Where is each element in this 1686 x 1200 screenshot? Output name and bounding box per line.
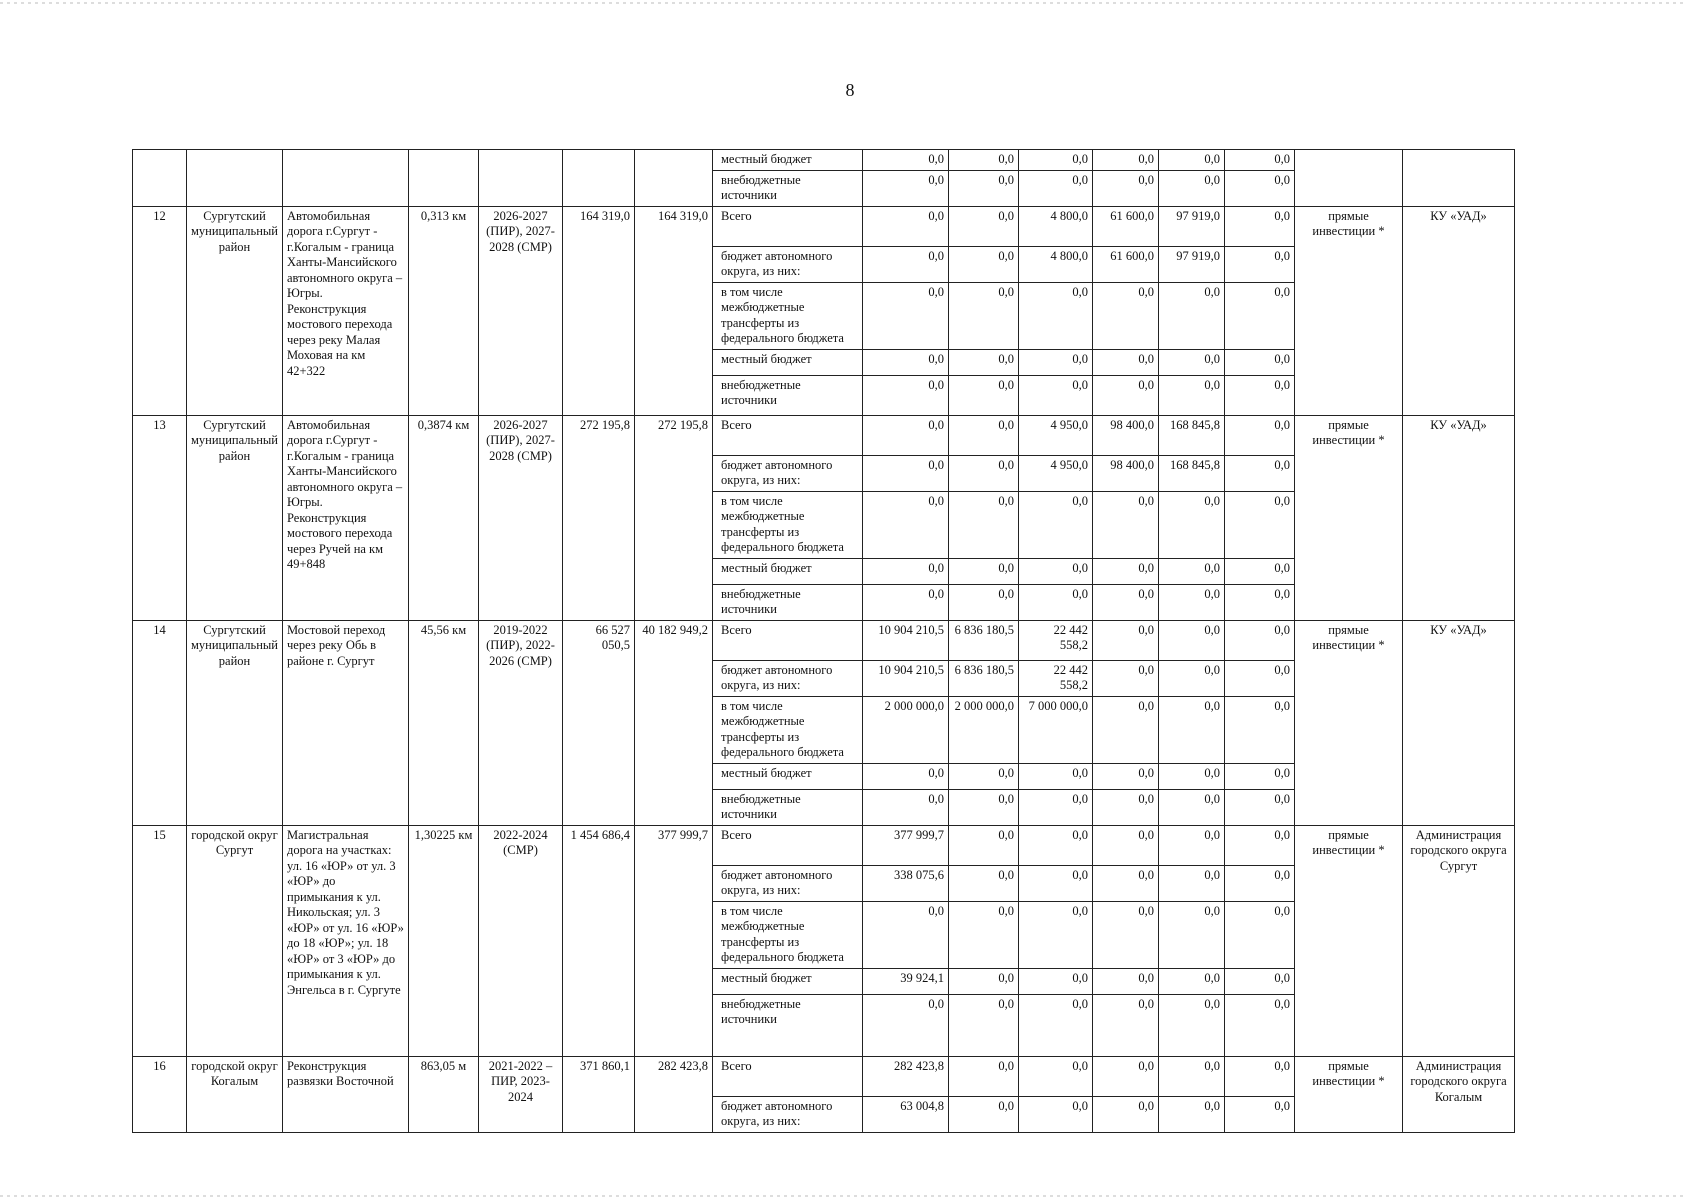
amount-cell: 0,0 (949, 1096, 1019, 1132)
amount-cell: 0,0 (949, 865, 1019, 901)
customer: Администрация городского округа Когалым (1403, 1056, 1515, 1132)
amount-cell: 0,0 (863, 349, 949, 375)
funding-source: внебюджетные источники (713, 584, 863, 620)
amount-cell: 0,0 (1225, 349, 1295, 375)
amount-cell: 0,0 (1225, 994, 1295, 1056)
amount-cell: 61 600,0 (1093, 246, 1159, 282)
carryover-empty-cell (1403, 150, 1515, 207)
amount-cell: 0,0 (1159, 660, 1225, 696)
amount-cell: 0,0 (1019, 994, 1093, 1056)
amount-cell: 0,0 (1225, 1096, 1295, 1132)
period: 2019-2022 (ПИР), 2022-2026 (СМР) (479, 620, 563, 825)
estimated-cost: 371 860,1 (563, 1056, 635, 1132)
amount-cell: 0,0 (1093, 1096, 1159, 1132)
amount-cell: 0,0 (1159, 150, 1225, 171)
amount-cell: 0,0 (1225, 620, 1295, 660)
remaining-cost: 377 999,7 (635, 825, 713, 1056)
funding-source: в том числе межбюджетные трансферты из федерального бюджета (713, 901, 863, 968)
funding-source: внебюджетные источники (713, 375, 863, 415)
amount-cell: 0,0 (949, 584, 1019, 620)
table-row (133, 825, 1515, 865)
scan-edge-bottom (0, 1195, 1686, 1197)
period: 2026-2027 (ПИР), 2027-2028 (СМР) (479, 206, 563, 415)
carryover-empty-cell (187, 150, 283, 207)
amount-cell: 6 836 180,5 (949, 660, 1019, 696)
funding-source: местный бюджет (713, 558, 863, 584)
object-name: Автомобильная дорога г.Сургут - г.Когалым - граница Ханты-Мансийского автономного округа – Югры. Реконструкция мостового перехода через реку Малая Моховая на км 42+322 (283, 206, 409, 415)
amount-cell: 0,0 (1159, 620, 1225, 660)
amount-cell: 0,0 (1093, 865, 1159, 901)
amount-cell: 0,0 (1225, 246, 1295, 282)
amount-cell: 0,0 (949, 170, 1019, 206)
amount-cell: 0,0 (863, 206, 949, 246)
amount-cell: 0,0 (1019, 968, 1093, 994)
amount-cell: 0,0 (1093, 968, 1159, 994)
amount-cell: 0,0 (1225, 789, 1295, 825)
amount-cell: 0,0 (863, 789, 949, 825)
amount-cell: 0,0 (1093, 150, 1159, 171)
amount-cell: 0,0 (1093, 584, 1159, 620)
amount-cell: 0,0 (863, 763, 949, 789)
amount-cell: 22 442 558,2 (1019, 620, 1093, 660)
amount-cell: 4 800,0 (1019, 246, 1093, 282)
funding-source: внебюджетные источники (713, 994, 863, 1056)
scan-edge-top (0, 2, 1686, 4)
remaining-cost: 164 319,0 (635, 206, 713, 415)
carryover-empty-cell (479, 150, 563, 207)
amount-cell: 0,0 (863, 901, 949, 968)
amount-cell: 10 904 210,5 (863, 660, 949, 696)
capacity: 0,313 км (409, 206, 479, 415)
object-name: Автомобильная дорога г.Сургут - г.Когалым - граница Ханты-Мансийского автономного округа – Югры. Реконструкция мостового перехода через Ручей на км 49+848 (283, 415, 409, 620)
amount-cell: 0,0 (1159, 584, 1225, 620)
amount-cell: 0,0 (1019, 349, 1093, 375)
amount-cell: 0,0 (949, 150, 1019, 171)
amount-cell: 0,0 (1093, 1056, 1159, 1096)
amount-cell: 0,0 (863, 246, 949, 282)
period: 2021-2022 – ПИР, 2023-2024 (479, 1056, 563, 1132)
amount-cell: 0,0 (1159, 170, 1225, 206)
territory: Сургутский муниципальный район (187, 620, 283, 825)
customer: КУ «УАД» (1403, 415, 1515, 620)
amount-cell: 0,0 (1225, 865, 1295, 901)
amount-cell: 0,0 (1019, 558, 1093, 584)
amount-cell: 0,0 (863, 584, 949, 620)
amount-cell: 0,0 (1093, 696, 1159, 763)
amount-cell: 0,0 (1159, 1096, 1225, 1132)
amount-cell: 0,0 (1225, 491, 1295, 558)
funding-source: Всего (713, 620, 863, 660)
amount-cell: 0,0 (1159, 349, 1225, 375)
amount-cell: 0,0 (1159, 558, 1225, 584)
amount-cell: 0,0 (1093, 375, 1159, 415)
amount-cell: 0,0 (1093, 282, 1159, 349)
amount-cell: 0,0 (1159, 865, 1225, 901)
amount-cell: 168 845,8 (1159, 415, 1225, 455)
amount-cell: 4 800,0 (1019, 206, 1093, 246)
amount-cell: 0,0 (1225, 375, 1295, 415)
amount-cell: 6 836 180,5 (949, 620, 1019, 660)
amount-cell: 98 400,0 (1093, 415, 1159, 455)
amount-cell: 0,0 (863, 415, 949, 455)
funding-source: бюджет автономного округа, из них: (713, 455, 863, 491)
mechanism: прямые инвестиции * (1295, 620, 1403, 825)
amount-cell: 0,0 (1225, 696, 1295, 763)
funding-source: в том числе межбюджетные трансферты из федерального бюджета (713, 282, 863, 349)
amount-cell: 0,0 (1093, 349, 1159, 375)
amount-cell: 0,0 (1019, 282, 1093, 349)
capacity: 0,3874 км (409, 415, 479, 620)
mechanism: прямые инвестиции * (1295, 206, 1403, 415)
object-name: Магистральная дорога на участках: ул. 16 «ЮР» от ул. 3 «ЮР» до примыкания к ул. Никольская; ул. 3 «ЮР» от ул. 16 «ЮР» до 18 «ЮР»; ул. 18 «ЮР» от 3 «ЮР» до примыкания к ул. Энгельса в г. Сургуте (283, 825, 409, 1056)
amount-cell: 0,0 (949, 901, 1019, 968)
amount-cell: 97 919,0 (1159, 206, 1225, 246)
amount-cell: 0,0 (949, 789, 1019, 825)
remaining-cost: 272 195,8 (635, 415, 713, 620)
funding-source: бюджет автономного округа, из них: (713, 660, 863, 696)
amount-cell: 0,0 (1093, 825, 1159, 865)
object-name: Мостовой переход через реку Обь в районе г. Сургут (283, 620, 409, 825)
funding-source: Всего (713, 206, 863, 246)
amount-cell: 0,0 (1019, 1096, 1093, 1132)
amount-cell: 0,0 (1159, 825, 1225, 865)
carryover-empty-cell (409, 150, 479, 207)
amount-cell: 0,0 (1225, 1056, 1295, 1096)
capacity: 863,05 м (409, 1056, 479, 1132)
mechanism: прямые инвестиции * (1295, 825, 1403, 1056)
amount-cell: 0,0 (1093, 789, 1159, 825)
amount-cell: 0,0 (949, 763, 1019, 789)
amount-cell: 0,0 (1225, 206, 1295, 246)
amount-cell: 7 000 000,0 (1019, 696, 1093, 763)
amount-cell: 0,0 (1093, 901, 1159, 968)
amount-cell: 0,0 (1159, 282, 1225, 349)
amount-cell: 0,0 (863, 375, 949, 415)
amount-cell: 0,0 (1225, 282, 1295, 349)
amount-cell: 0,0 (1225, 455, 1295, 491)
customer: КУ «УАД» (1403, 620, 1515, 825)
funding-source: Всего (713, 1056, 863, 1096)
amount-cell: 0,0 (1019, 1056, 1093, 1096)
amount-cell: 0,0 (949, 282, 1019, 349)
amount-cell: 0,0 (1225, 415, 1295, 455)
amount-cell: 10 904 210,5 (863, 620, 949, 660)
carryover-empty-cell (635, 150, 713, 207)
amount-cell: 0,0 (1019, 825, 1093, 865)
estimated-cost: 66 527 050,5 (563, 620, 635, 825)
amount-cell: 0,0 (1093, 170, 1159, 206)
amount-cell: 0,0 (1159, 1056, 1225, 1096)
amount-cell: 0,0 (1225, 968, 1295, 994)
amount-cell: 0,0 (949, 491, 1019, 558)
amount-cell: 282 423,8 (863, 1056, 949, 1096)
amount-cell: 0,0 (1093, 620, 1159, 660)
amount-cell: 22 442 558,2 (1019, 660, 1093, 696)
amount-cell: 0,0 (949, 375, 1019, 415)
table-row (133, 150, 1515, 171)
amount-cell: 0,0 (1019, 170, 1093, 206)
amount-cell: 0,0 (863, 282, 949, 349)
funding-source: бюджет автономного округа, из них: (713, 246, 863, 282)
amount-cell: 0,0 (1159, 968, 1225, 994)
estimated-cost: 272 195,8 (563, 415, 635, 620)
amount-cell: 338 075,6 (863, 865, 949, 901)
funding-source: местный бюджет (713, 763, 863, 789)
amount-cell: 0,0 (1159, 901, 1225, 968)
amount-cell: 0,0 (1093, 660, 1159, 696)
amount-cell: 0,0 (1019, 865, 1093, 901)
amount-cell: 0,0 (1019, 763, 1093, 789)
amount-cell: 0,0 (863, 455, 949, 491)
carryover-empty-cell (283, 150, 409, 207)
table-row (133, 415, 1515, 455)
investment-table (132, 149, 1515, 1133)
mechanism: прямые инвестиции * (1295, 1056, 1403, 1132)
amount-cell: 61 600,0 (1093, 206, 1159, 246)
amount-cell: 0,0 (949, 349, 1019, 375)
amount-cell: 0,0 (1159, 696, 1225, 763)
carryover-empty-cell (133, 150, 187, 207)
amount-cell: 0,0 (949, 558, 1019, 584)
amount-cell: 0,0 (949, 968, 1019, 994)
amount-cell: 0,0 (949, 415, 1019, 455)
amount-cell: 2 000 000,0 (863, 696, 949, 763)
amount-cell: 39 924,1 (863, 968, 949, 994)
amount-cell: 0,0 (949, 246, 1019, 282)
amount-cell: 0,0 (1159, 491, 1225, 558)
amount-cell: 0,0 (949, 825, 1019, 865)
amount-cell: 0,0 (949, 455, 1019, 491)
amount-cell: 377 999,7 (863, 825, 949, 865)
mechanism: прямые инвестиции * (1295, 415, 1403, 620)
carryover-empty-cell (563, 150, 635, 207)
amount-cell: 0,0 (1159, 994, 1225, 1056)
amount-cell: 0,0 (863, 558, 949, 584)
funding-source: местный бюджет (713, 150, 863, 171)
amount-cell: 0,0 (1225, 763, 1295, 789)
territory: городской округ Когалым (187, 1056, 283, 1132)
funding-source: в том числе межбюджетные трансферты из федерального бюджета (713, 696, 863, 763)
estimated-cost: 164 319,0 (563, 206, 635, 415)
table-row (133, 206, 1515, 246)
amount-cell: 4 950,0 (1019, 455, 1093, 491)
amount-cell: 0,0 (1159, 375, 1225, 415)
territory: городской округ Сургут (187, 825, 283, 1056)
amount-cell: 168 845,8 (1159, 455, 1225, 491)
funding-source: внебюджетные источники (713, 789, 863, 825)
remaining-cost: 282 423,8 (635, 1056, 713, 1132)
amount-cell: 0,0 (1225, 660, 1295, 696)
amount-cell: 0,0 (1159, 763, 1225, 789)
remaining-cost: 40 182 949,2 (635, 620, 713, 825)
amount-cell: 0,0 (863, 150, 949, 171)
record-number: 16 (133, 1056, 187, 1132)
period: 2022-2024 (СМР) (479, 825, 563, 1056)
customer: Администрация городского округа Сургут (1403, 825, 1515, 1056)
record-number: 14 (133, 620, 187, 825)
amount-cell: 0,0 (863, 994, 949, 1056)
carryover-empty-cell (1295, 150, 1403, 207)
capacity: 45,56 км (409, 620, 479, 825)
funding-source: местный бюджет (713, 968, 863, 994)
amount-cell: 0,0 (1019, 584, 1093, 620)
amount-cell: 0,0 (1019, 491, 1093, 558)
amount-cell: 0,0 (1019, 375, 1093, 415)
amount-cell: 0,0 (1093, 491, 1159, 558)
funding-source: бюджет автономного округа, из них: (713, 1096, 863, 1132)
amount-cell: 0,0 (863, 491, 949, 558)
capacity: 1,30225 км (409, 825, 479, 1056)
amount-cell: 0,0 (1019, 789, 1093, 825)
amount-cell: 0,0 (1159, 789, 1225, 825)
amount-cell: 97 919,0 (1159, 246, 1225, 282)
period: 2026-2027 (ПИР), 2027-2028 (СМР) (479, 415, 563, 620)
funding-source: Всего (713, 825, 863, 865)
amount-cell: 98 400,0 (1093, 455, 1159, 491)
amount-cell: 0,0 (1225, 150, 1295, 171)
amount-cell: 0,0 (1019, 150, 1093, 171)
amount-cell: 0,0 (949, 994, 1019, 1056)
object-name: Реконструкция развязки Восточной (283, 1056, 409, 1132)
amount-cell: 0,0 (1019, 901, 1093, 968)
amount-cell: 2 000 000,0 (949, 696, 1019, 763)
amount-cell: 0,0 (1225, 584, 1295, 620)
amount-cell: 0,0 (1225, 558, 1295, 584)
amount-cell: 63 004,8 (863, 1096, 949, 1132)
funding-source: внебюджетные источники (713, 170, 863, 206)
table-row (133, 1056, 1515, 1096)
funding-source: в том числе межбюджетные трансферты из федерального бюджета (713, 491, 863, 558)
amount-cell: 0,0 (949, 206, 1019, 246)
amount-cell: 0,0 (1093, 994, 1159, 1056)
amount-cell: 4 950,0 (1019, 415, 1093, 455)
funding-source: местный бюджет (713, 349, 863, 375)
territory: Сургутский муниципальный район (187, 206, 283, 415)
record-number: 12 (133, 206, 187, 415)
page-number: 8 (845, 80, 855, 100)
record-number: 13 (133, 415, 187, 620)
amount-cell: 0,0 (1225, 901, 1295, 968)
funding-source: бюджет автономного округа, из них: (713, 865, 863, 901)
funding-source: Всего (713, 415, 863, 455)
territory: Сургутский муниципальный район (187, 415, 283, 620)
table-row (133, 620, 1515, 660)
amount-cell: 0,0 (949, 1056, 1019, 1096)
amount-cell: 0,0 (1225, 170, 1295, 206)
amount-cell: 0,0 (1093, 558, 1159, 584)
record-number: 15 (133, 825, 187, 1056)
amount-cell: 0,0 (863, 170, 949, 206)
estimated-cost: 1 454 686,4 (563, 825, 635, 1056)
amount-cell: 0,0 (1225, 825, 1295, 865)
customer: КУ «УАД» (1403, 206, 1515, 415)
amount-cell: 0,0 (1093, 763, 1159, 789)
